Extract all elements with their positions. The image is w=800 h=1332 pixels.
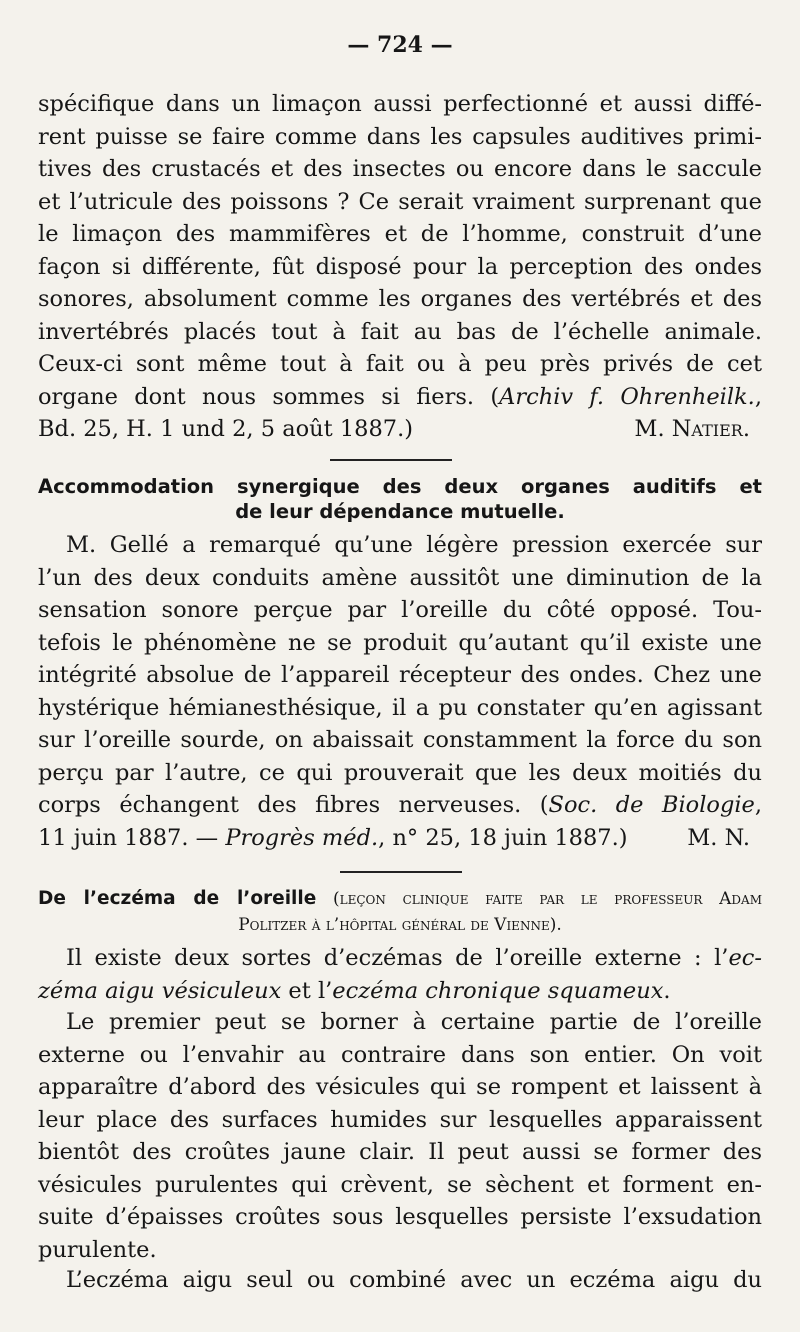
citation-journal: Soc. de Biologie xyxy=(548,792,755,818)
text-line: intégrité absolue de l’appareil récepteur des ondes. Chez une xyxy=(38,662,762,688)
text-line xyxy=(38,975,762,1008)
text-line: sensation sonore perçue par l’oreille du côté opposé. Tou- xyxy=(38,597,762,623)
text-line: perçu par l’autre, ce qui prouverait que les deux moitiés du xyxy=(38,759,762,786)
text-line xyxy=(38,789,762,822)
text-line: hystérique hémianesthésique, il a pu constater qu’en agissant xyxy=(38,694,762,721)
text-line: invertébrés placés tout à fait au bas de l’échelle animale. xyxy=(38,318,762,345)
term-italic: zéma aigu vésiculeux xyxy=(38,977,282,1004)
text-line: façon si différente, fût disposé pour la perception des ondes xyxy=(38,253,762,280)
author-signature: M. N. xyxy=(687,824,750,851)
text-line: tives des crustacés et des insectes ou encore dans le saccule xyxy=(38,156,762,182)
page-number: — 724 — xyxy=(347,32,453,58)
text-line: externe ou l’envahir au contraire dans son entier. On voit xyxy=(38,1041,762,1068)
text-line: purulente. xyxy=(38,1236,157,1263)
text-line xyxy=(38,381,762,414)
term-italic: eczéma chronique squameux xyxy=(332,977,664,1004)
text-line: L’eczéma aigu seul ou combiné avec un eczéma aigu du xyxy=(66,1267,762,1293)
paragraph xyxy=(38,1264,762,1297)
text-line: bientôt des croûtes jaune clair. Il peut aussi se former des xyxy=(38,1139,762,1165)
text-line: suite d’épaisses croûtes sous lesquelles persiste l’exsudation xyxy=(38,1204,762,1230)
text-segment: , n° 25, 18 juin 1887.) xyxy=(378,824,628,851)
text-segment: Bd. 25, H. 1 und 2, 5 août 1887.) xyxy=(38,416,414,442)
text-line xyxy=(38,413,762,446)
text-line: vésicules purulentes qui crèvent, se sèchent et forment en- xyxy=(38,1171,762,1198)
paragraph xyxy=(38,529,762,854)
text-segment: corps échangent des fibres nerveuses. ( xyxy=(38,792,549,818)
text-segment: Il existe deux sortes d’eczémas de l’oreille externe : l’ xyxy=(66,945,729,971)
text-line: le limaçon des mammifères et de l’homme, construit d’une xyxy=(38,221,762,247)
text-segment: organe dont nous sommes si fiers. ( xyxy=(38,383,500,410)
paragraph xyxy=(38,942,762,1007)
text-line: rent puisse se faire comme dans les capsules auditives primi- xyxy=(38,123,762,150)
text-line xyxy=(38,942,762,975)
text-line: leur place des surfaces humides sur lesquelles apparaissent xyxy=(38,1106,762,1133)
citation-journal: Progrès méd. xyxy=(225,824,379,851)
text-segment: , xyxy=(754,383,762,410)
text-line: et l’utricule des poissons ? Ce serait vraiment surprenant que xyxy=(38,188,762,215)
article-title-line: Politzer à l’hôpital général de Vienne). xyxy=(238,915,562,935)
article-title-bold: De l’eczéma de l’oreille xyxy=(38,888,317,909)
text-line: Le premier peut se borner à certaine partie de l’oreille xyxy=(66,1009,762,1035)
text-line: sonores, absolument comme les organes des vertébrés et des xyxy=(38,286,762,312)
text-segment: , xyxy=(754,792,763,818)
text-line: Ceux-ci sont même tout à fait ou à peu près privés de cet xyxy=(38,351,762,377)
term-italic: ec- xyxy=(728,945,762,971)
paragraph-continuation xyxy=(38,88,762,446)
article-title-line xyxy=(38,886,762,912)
text-line xyxy=(38,822,762,855)
article-title xyxy=(38,474,762,524)
text-segment: et l’ xyxy=(281,977,333,1004)
text-line: M. Gellé a remarqué qu’une légère pression exercée sur xyxy=(66,532,762,558)
text-line: apparaître d’abord des vésicules qui se rompent et laissent à xyxy=(38,1074,762,1100)
citation-journal: Archiv f. Ohrenheilk. xyxy=(499,383,755,410)
paragraph xyxy=(38,1006,762,1266)
article-title xyxy=(38,886,762,938)
text-line: spécifique dans un limaçon aussi perfectionné et aussi diffé- xyxy=(38,91,762,117)
text-line: sur l’oreille sourde, on abaissait constamment la force du son xyxy=(38,727,762,753)
text-segment: 11 juin 1887. — xyxy=(38,824,226,851)
text-segment xyxy=(38,822,628,855)
text-segment: . xyxy=(663,977,671,1004)
section-divider xyxy=(330,459,452,461)
article-title-line: de leur dépendance mutuelle. xyxy=(235,500,565,523)
article-title-rest: (leçon clinique faite par le professeur Adam xyxy=(333,889,762,909)
text-line: l’un des deux conduits amène aussitôt une diminution de la xyxy=(38,564,762,591)
text-line: tefois le phénomène ne se produit qu’autant qu’il existe une xyxy=(38,629,762,656)
section-divider xyxy=(340,871,462,873)
article-title-line: Accommodation synergique des deux organes auditifs et xyxy=(38,475,762,498)
author-signature: M. Natier. xyxy=(634,416,750,442)
